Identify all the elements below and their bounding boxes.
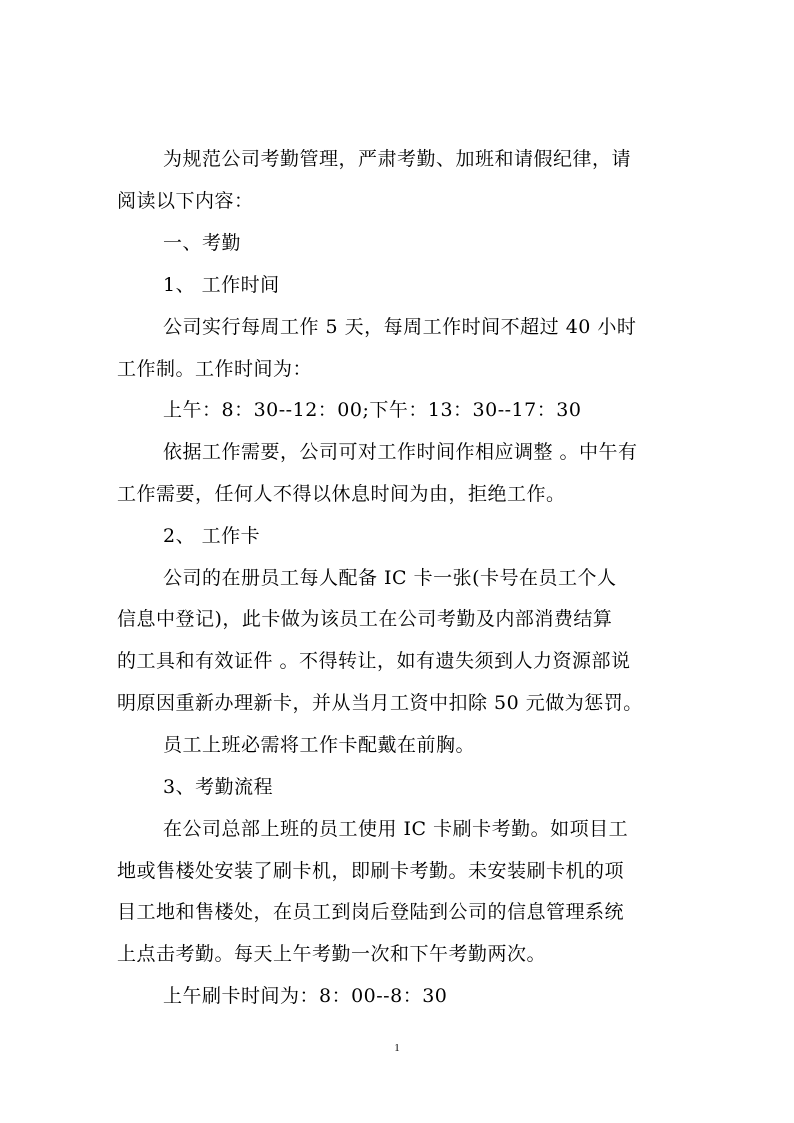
subsection-heading: 3、考勤流程 [163,776,274,798]
paragraph-line: 上午刷卡时间为：8：00--8：30 [163,985,448,1007]
paragraph-line: 上点击考勤。每天上午考勤一次和下午考勤两次。 [117,943,547,965]
paragraph-line: 地或售楼处安装了刷卡机，即刷卡考勤。未安装刷卡机的项 [117,860,625,882]
paragraph-line: 工作制。工作时间为： [117,358,313,380]
subsection-heading: 2、 工作卡 [163,525,261,547]
paragraph-line: 依据工作需要，公司可对工作时间作相应调整 。中午有 [163,441,638,463]
paragraph-line: 工作需要，任何人不得以休息时间为由，拒绝工作。 [117,483,566,505]
paragraph-line: 信息中登记)，此卡做为该员工在公司考勤及内部消费结算 [117,608,613,630]
paragraph-line: 阅读以下内容： [117,190,254,212]
subsection-heading: 1、 工作时间 [163,274,280,296]
paragraph-line: 为规范公司考勤管理，严肃考勤、加班和请假纪律，请 [163,148,632,170]
paragraph-line: 公司的在册员工每人配备 IC 卡一张(卡号在员工个人 [163,567,617,589]
page-number: 1 [394,1042,400,1054]
paragraph-line: 明原因重新办理新卡，并从当月工资中扣除 50 元做为惩罚。 [117,692,643,714]
paragraph-line: 员工上班必需将工作卡配戴在前胸。 [163,734,476,756]
paragraph-line: 公司实行每周工作 5 天，每周工作时间不超过 40 小时 [163,316,637,338]
paragraph-line: 上午：8：30--12：00;下午：13：30--17：30 [163,399,582,421]
paragraph-line: 的工具和有效证件 。不得转让，如有遗失须到人力资源部说 [117,650,631,672]
paragraph-line: 目工地和售楼处，在员工到岗后登陆到公司的信息管理系统 [117,901,625,923]
paragraph-line: 在公司总部上班的员工使用 IC 卡刷卡考勤。如项目工 [163,818,629,840]
section-heading: 一、考勤 [163,232,242,254]
